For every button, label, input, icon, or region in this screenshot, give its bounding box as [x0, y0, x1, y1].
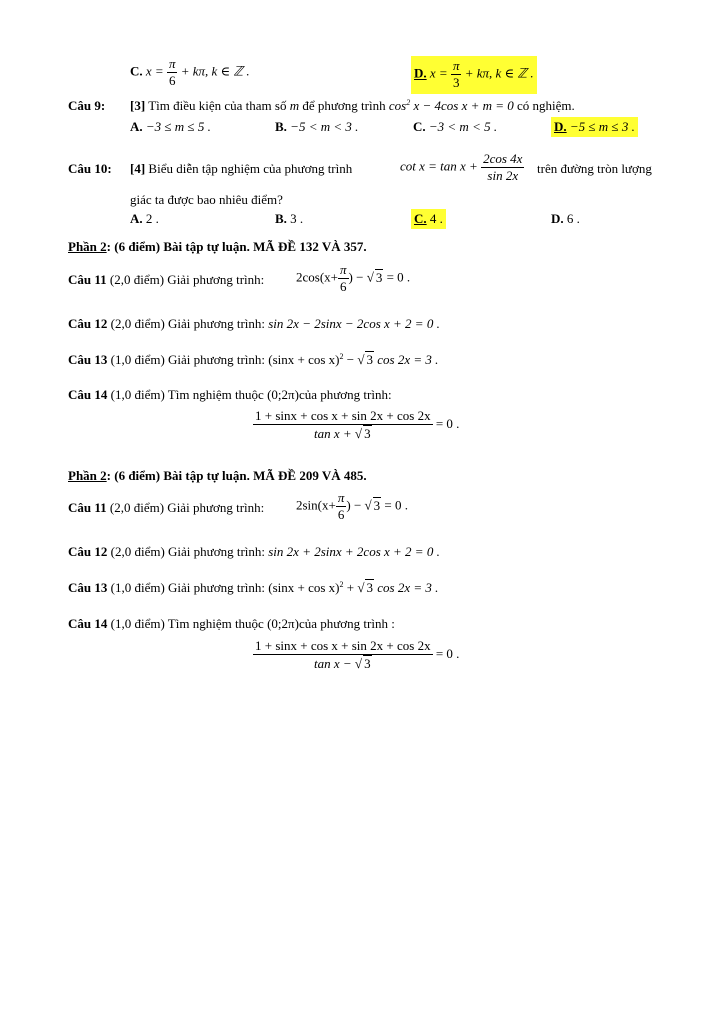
question-label: Câu 14 — [68, 387, 108, 402]
q10-option-b — [275, 211, 303, 227]
question-meta-b: của phương trình : — [298, 616, 395, 631]
q10-option-d — [551, 211, 580, 227]
fraction — [253, 408, 433, 443]
q10-text-b: trên đường tròn lượng — [537, 161, 652, 176]
question-meta: (2,0 điểm) Giải phương trình: — [110, 544, 265, 559]
q10-text-c: giác ta được bao nhiêu điểm? — [130, 192, 283, 207]
option-label: A. — [130, 211, 143, 226]
fraction — [481, 151, 524, 185]
math-text: tan x + — [314, 426, 352, 442]
math-text: x = — [145, 63, 164, 79]
q8-option-d — [411, 56, 537, 94]
math-text: (sinx + cos x) — [268, 580, 340, 595]
fraction-denominator: sin 2x — [487, 168, 519, 184]
part-title-rest: : (6 điểm) Bài tập tự luận. MÃ ĐỀ 209 VÀ 485. — [106, 468, 367, 483]
answer-highlight — [411, 56, 537, 94]
math-text: x = — [429, 65, 448, 81]
question-label: Câu 14 — [68, 616, 108, 631]
option-value: 4 . — [429, 211, 443, 226]
fraction-denominator: 6 — [168, 73, 176, 89]
part-a-q11-equation: 2cos(x+ $\frac{\pi}{6}$ ) − √ 3 = 0 . — [296, 262, 411, 295]
question-label: Câu 13 — [68, 352, 108, 367]
option-value: 2 . — [145, 211, 159, 226]
fraction-numerator: π — [451, 58, 462, 75]
answer-highlight — [551, 117, 638, 137]
math-text: = 0 . — [435, 646, 460, 662]
math-text: + — [346, 580, 355, 595]
part-b-q13: Câu 13 (1,0 điểm) Giải phương trình: $(\sin x + \cos x)^2$ + √ 3 cos 2x = 3 . — [68, 580, 439, 595]
q10-level: [4] — [130, 161, 146, 176]
part-a-title — [68, 239, 367, 255]
sqrt-radicand: 3 — [375, 269, 383, 285]
question-meta: (2,0 điểm) Giải phương trình: — [109, 272, 265, 287]
part-b-q11 — [68, 500, 264, 516]
question-label: Câu 12 — [68, 544, 108, 559]
part-b-title — [68, 468, 367, 484]
option-value: 6 . — [566, 211, 580, 226]
fraction — [336, 490, 347, 524]
q9-label: Câu 9: — [68, 98, 106, 113]
option-value: −3 < m < 5 . — [428, 119, 498, 134]
math-text: + kπ, k ∈ ℤ . — [464, 65, 534, 81]
part-title-label: Phần 2 — [68, 239, 107, 254]
sqrt-radicand: 3 — [364, 656, 371, 672]
q9-text-c: có nghiệm. — [517, 98, 575, 113]
fraction-numerator: π — [167, 56, 178, 73]
option-label: B. — [275, 211, 287, 226]
part-title-label: Phần 2 — [68, 468, 107, 483]
math-text: = 0 . — [384, 497, 409, 513]
fraction-numerator: π — [338, 262, 349, 279]
math-text: tan x − — [314, 656, 352, 672]
superscript: 2 — [406, 98, 411, 107]
part-b-q11-equation: 2sin(x+ $\frac{\pi}{6}$ ) − √ 3 = 0 . — [296, 490, 409, 523]
fraction — [253, 638, 433, 673]
question-meta: (1,0 điểm) Tìm nghiệm thuộc — [110, 616, 264, 631]
part-a-q12 — [68, 316, 440, 332]
question-meta: (2,0 điểm) Giải phương trình: — [110, 316, 265, 331]
part-b-q14 — [68, 616, 395, 632]
question-label: Câu 12 — [68, 316, 108, 331]
interval: (0;2π) — [267, 616, 299, 631]
math-text: cos 2x = 3 . — [377, 352, 439, 367]
math-text: = 0 . — [435, 416, 460, 432]
math-text: = 0 . — [386, 269, 411, 285]
q9-option-a — [130, 119, 211, 135]
q9-equation — [389, 98, 514, 113]
sqrt-radicand: 3 — [373, 497, 381, 513]
math-text: cos 2x = 3 . — [377, 580, 439, 595]
option-value: 3 . — [290, 211, 304, 226]
q10-text-a: Biểu diễn tập nghiệm của phương trình — [148, 161, 353, 176]
part-title-rest: : (6 điểm) Bài tập tự luận. MÃ ĐỀ 132 VÀ 357. — [106, 239, 367, 254]
q9-param: m — [289, 98, 300, 113]
q9-option-d — [551, 117, 638, 137]
sqrt-radicand: 3 — [364, 426, 371, 442]
option-label: D. — [414, 65, 427, 81]
question-label: Câu 11 — [68, 500, 107, 515]
fraction-denominator: 6 — [340, 279, 347, 295]
part-a-q14-equation — [253, 408, 459, 443]
option-label: A. — [130, 119, 143, 134]
question-meta-b: của phương trình: — [298, 387, 392, 402]
math-text: (sinx + cos x) — [268, 352, 340, 367]
option-label: B. — [275, 119, 287, 134]
question-meta: (1,0 điểm) Giải phương trình: — [110, 580, 265, 595]
fraction-denominator: tan x + √ 3 — [314, 426, 371, 442]
fraction-numerator: π — [336, 490, 347, 507]
option-label: C. — [414, 211, 427, 226]
q9-stem — [130, 98, 575, 114]
math-text: x − 4cos x + m = 0 — [413, 98, 514, 113]
option-label: C. — [130, 63, 143, 79]
option-label: D. — [551, 211, 564, 226]
math-text: cot x = tan x + — [400, 158, 478, 174]
question-meta: (1,0 điểm) Tìm nghiệm thuộc — [110, 387, 264, 402]
option-label: C. — [413, 119, 426, 134]
part-b-q14-equation — [253, 638, 459, 673]
equation: sin 2x + 2sinx + 2cos x + 2 = 0 . — [268, 544, 440, 559]
fraction — [338, 262, 349, 296]
q9-option-b — [275, 119, 358, 135]
fraction-numerator: 1 + sinx + cos x + sin 2x + cos 2x — [253, 638, 433, 655]
math-text: cos — [388, 98, 407, 113]
fraction-denominator: 3 — [452, 75, 460, 91]
fraction-denominator: 6 — [337, 507, 345, 523]
option-value: −3 ≤ m ≤ 5 . — [145, 119, 211, 134]
option-label: D. — [554, 119, 567, 134]
sqrt-radicand: 3 — [366, 352, 373, 367]
part-a-q13: Câu 13 (1,0 điểm) Giải phương trình: $(\sin x + \cos x)^2$ − √ 3 cos 2x = 3 . — [68, 352, 439, 367]
q10-option-a — [130, 211, 159, 227]
part-a-q14 — [68, 387, 392, 403]
math-text: 2sin(x+ — [296, 497, 336, 513]
question-label: Câu 13 — [68, 580, 108, 595]
q10-equation — [400, 151, 524, 185]
fraction-numerator: 2cos 4x — [481, 151, 524, 168]
question-label: Câu 11 — [68, 272, 107, 287]
q10-label: Câu 10: — [68, 161, 112, 176]
question-meta: (2,0 điểm) Giải phương trình: — [109, 500, 265, 515]
fraction — [451, 58, 462, 92]
interval: (0;2π) — [267, 387, 299, 402]
equation: sin 2x − 2sinx − 2cos x + 2 = 0 . — [268, 316, 440, 331]
part-b-q12 — [68, 544, 440, 560]
q9-option-c — [413, 119, 497, 135]
answer-highlight — [411, 209, 446, 229]
q10-option-c — [411, 209, 446, 229]
question-meta: (1,0 điểm) Giải phương trình: — [110, 352, 265, 367]
q9-text-b: để phương trình — [302, 98, 386, 113]
q8-option-c — [130, 56, 250, 90]
math-text: ) − — [346, 497, 362, 513]
fraction-numerator: 1 + sinx + cos x + sin 2x + cos 2x — [253, 408, 433, 425]
math-text: ) − — [348, 269, 364, 285]
q10-stem-a — [130, 161, 352, 177]
superscript: 2 — [339, 352, 344, 361]
q9-text-a: Tìm điều kiện của tham số — [148, 98, 287, 113]
math-text: − — [346, 352, 355, 367]
part-a-q11 — [68, 272, 264, 288]
math-text: 2cos(x+ — [296, 269, 338, 285]
option-value: −5 < m < 3 . — [290, 119, 359, 134]
option-value: −5 ≤ m ≤ 3 . — [569, 119, 635, 134]
superscript: 2 — [339, 580, 344, 589]
math-text: + kπ, k ∈ ℤ . — [180, 63, 250, 79]
fraction-denominator: tan x − √ 3 — [314, 656, 371, 672]
fraction — [167, 56, 178, 90]
sqrt-radicand: 3 — [366, 580, 373, 595]
q9-level: [3] — [130, 98, 146, 113]
